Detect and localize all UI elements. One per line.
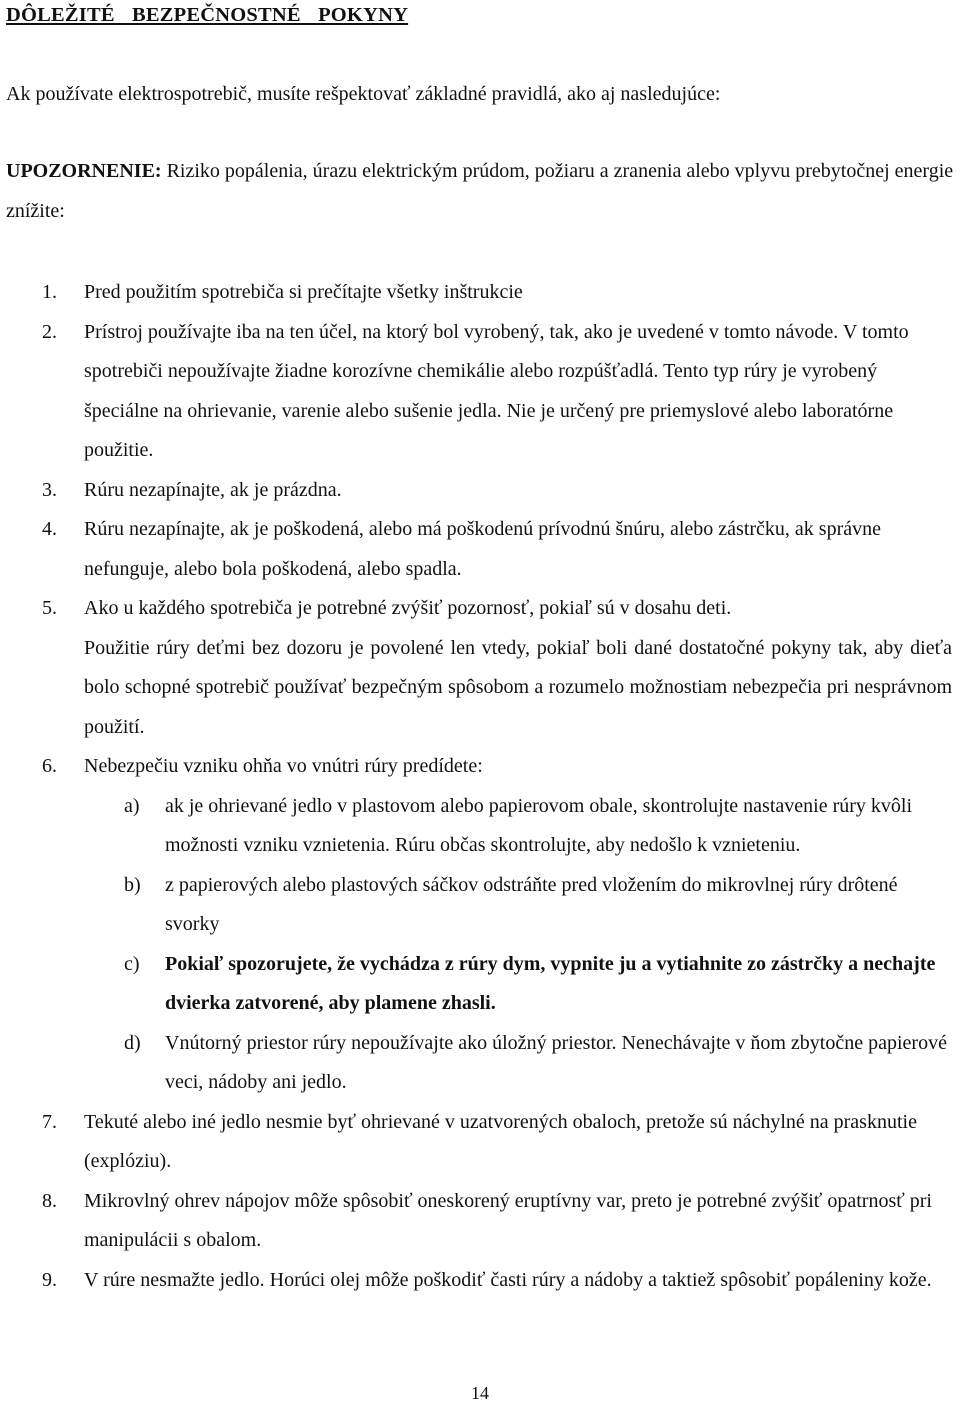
- item-text: Ako u každého spotrebiča je potrebné zvýšiť pozornosť, pokiaľ sú v dosahu deti.: [84, 597, 732, 619]
- list-item-4: [0, 510, 952, 589]
- list-item-8: [0, 1182, 952, 1261]
- warning-paragraph: [6, 152, 956, 231]
- item-text: Nebezpečiu vzniku ohňa vo vnútri rúry predídete:: [84, 755, 483, 777]
- sub-item-label: b): [124, 873, 141, 896]
- list-item-9: [0, 1261, 952, 1301]
- list-item-6: [0, 747, 952, 787]
- sub-item-c: [0, 945, 955, 1024]
- sub-item-label: a): [124, 794, 140, 817]
- list-item-3: [0, 471, 952, 511]
- item-number: 9.: [42, 1268, 57, 1291]
- sub-item-text: z papierových alebo plastových sáčkov odstráňte pred vložením do mikrovlnej rúry drôtené svorky: [165, 873, 898, 935]
- sub-item-text: Pokiaľ spozorujete, že vychádza z rúry dym, vypnite ju a vytiahnite zo zástrčky a nechajte dvierka zatvorené, aby plamene zhasli.: [165, 952, 936, 1014]
- item-number: 6.: [42, 755, 57, 777]
- warning-text: Riziko popálenia, úrazu elektrickým prúdom, požiaru a zranenia alebo vplyvu prebytočnej energie znížite:: [6, 160, 954, 222]
- sub-item-d: [0, 1024, 955, 1103]
- warning-label: UPOZORNENIE:: [6, 160, 162, 182]
- sub-item-label: d): [124, 1031, 141, 1054]
- item-number: 1.: [42, 281, 57, 303]
- item-text: Rúru nezapínajte, ak je prázdna.: [84, 478, 342, 501]
- list-item-5: [0, 589, 952, 747]
- list-item-2: [0, 313, 952, 471]
- intro-paragraph: Ak používate elektrospotrebič, musíte rešpektovať základné pravidlá, ako aj nasledujúce:: [6, 83, 721, 105]
- page-title: DÔLEŽITÉ BEZPEČNOSTNÉ POKYNY: [6, 4, 409, 26]
- sub-item-a: [0, 787, 955, 866]
- item-text: Rúru nezapínajte, ak je poškodená, alebo má poškodenú prívodnú šnúru, alebo zástrčku, ak správne nefunguje, alebo bola poškodená, alebo spadla.: [84, 518, 881, 580]
- sub-item-text: ak je ohrievané jedlo v plastovom alebo papierovom obale, skontrolujte nastavenie rúry kvôli možnosti vzniku vznietenia. Rúru občas skontrolujte, aby nedošlo k vznieteniu.: [165, 794, 913, 856]
- sub-item-text: Vnútorný priestor rúry nepoužívajte ako úložný priestor. Nenechávajte v ňom zbytočne papierové veci, nádoby ani jedlo.: [165, 1031, 947, 1093]
- item-text: Prístroj používajte iba na ten účel, na ktorý bol vyrobený, tak, ako je uvedené v tomto návode. V tomto spotrebiči nepoužívajte žiadne korozívne chemikálie alebo rozpúšťadlá. Tento typ rúry je vyrobený špeciálne na ohrievanie, varenie alebo sušenie jedla. Nie je určený pre priemyslové alebo laboratórne použitie.: [84, 320, 909, 461]
- item-number: 2.: [42, 320, 57, 343]
- sub-item-label: c): [124, 952, 140, 975]
- safety-list: [0, 273, 960, 1300]
- item-text: Pred použitím spotrebiča si prečítajte všetky inštrukcie: [84, 281, 523, 303]
- item-number: 3.: [42, 478, 57, 501]
- sub-item-b: [0, 866, 955, 945]
- item-text: Tekuté alebo iné jedlo nesmie byť ohrievané v uzatvorených obaloch, pretože sú náchylné na prasknutie (explóziu).: [84, 1110, 917, 1172]
- item-text: Mikrovlný ohrev nápojov môže spôsobiť oneskorený eruptívny var, preto je potrebné zvýšiť opatrnosť pri manipulácii s obalom.: [84, 1189, 932, 1251]
- item-number: 5.: [42, 597, 57, 619]
- item-number: 4.: [42, 518, 57, 540]
- item-number: 7.: [42, 1110, 57, 1133]
- list-item-7: [0, 1103, 952, 1182]
- item-text-continued: Použitie rúry deťmi bez dozoru je povolené len vtedy, pokiaľ boli dané dostatočné pokyny tak, aby dieťa bolo schopné spotrebič používať bezpečným spôsobom a rozumelo možnostiam nebezpečia pri nesprávnom použití.: [84, 636, 952, 738]
- item-text: V rúre nesmažte jedlo. Horúci olej môže poškodiť časti rúry a nádoby a taktiež spôsobiť popáleniny kože.: [84, 1268, 932, 1291]
- item-number: 8.: [42, 1189, 57, 1212]
- list-item-1: [0, 273, 952, 313]
- page-number: 14: [471, 1383, 489, 1403]
